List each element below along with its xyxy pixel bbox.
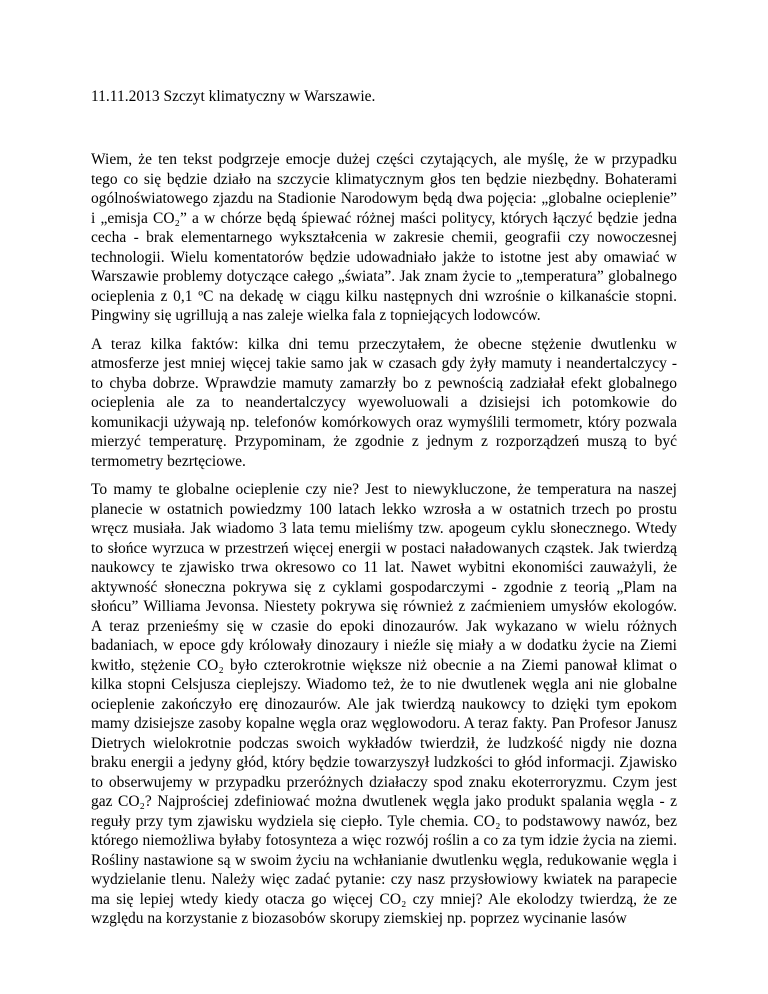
text-line: atmosferze jest mniej więcej takie samo jak w czasach gdy żyły mamuty i neandertalczycy - bbox=[91, 355, 677, 372]
text-line: Rośliny nastawione są w swoim życiu na wchłanianie dwutlenku węgla, redukowanie węgla i bbox=[91, 851, 677, 869]
text-line: reguły przy tym zjawisku wydziela się ciepło. Tyle chemia. CO₂ to podstawowy nawóz, bez bbox=[91, 812, 677, 830]
text-line: wydzielanie tlenu. Należy więc zadać pytanie: czy nasz przysłowiowy kwiatek na parapecie bbox=[91, 871, 677, 888]
text-line: cecha - brak elementarnego wykształcenia w zakresie chemii, geografii czy nowoczesnej bbox=[91, 229, 677, 246]
text-line: ma się lepiej wtedy kiedy otacza go więcej CO₂ czy mniej? Ale ekolodzy twierdzą, że ze bbox=[91, 890, 677, 908]
document-title: 11.11.2013 Szczyt klimatyczny w Warszawie. bbox=[91, 88, 376, 105]
text-line: mamy dzisiejsze zasoby kopalne węgla oraz węglowodoru. A teraz fakty. Pan Profesor Janusz bbox=[91, 715, 677, 732]
text-line: ocieplenie zakończyło erę dinozaurów. Ale jak twierdzą naukowcy to dzięki tym epokom bbox=[91, 695, 677, 713]
text-line: naukowcy te zjawisko trwa okresowo co 11 lat. Nawet wybitni ekonomiści zauważyli, że bbox=[91, 559, 677, 576]
text-line: względu na korzystanie z biozasobów skorupy ziemskiej np. poprzez wycinanie lasów bbox=[91, 910, 627, 927]
text-line: planecie w ostatnich powiedzmy 100 latach lekko wzrosła a w ostatnich trzech po prostu bbox=[91, 500, 677, 518]
text-line: to chyba dobrze. Wprawdzie mamuty zamarzły bo z pewnością zadziałał efekt globalnego bbox=[91, 374, 677, 392]
text-line: aktywność słoneczna pokrywa się z cyklami gospodarczymi - zgodnie z teorią „Plam na bbox=[91, 578, 677, 596]
text-line: wręcz musiała. Jak wiadomo 3 lata temu mieliśmy tzw. apogeum cyklu słonecznego. Wtedy bbox=[91, 520, 677, 537]
text-line: badaniach, w epoce gdy królowały dinozaury i nieźle się miały a w dodatku życie na Ziemi bbox=[91, 637, 677, 654]
text-line: komunikacji używają np. telefonów komórkowych oraz wymyślili termometr, który pozwala bbox=[91, 413, 677, 431]
paragraph bbox=[91, 150, 677, 326]
text-line: to obserwujemy w przypadku przeróżnych działaczy spod znaku ekoterroryzmu. Czym jest bbox=[91, 773, 677, 791]
paragraph bbox=[91, 480, 677, 929]
text-line: A teraz kilka faktów: kilka dni temu przeczytałem, że obecne stężenie dwutlenku w bbox=[91, 335, 677, 353]
text-line: braku energii a jedyny głód, który będzie towarzyszył ludzkości to głód informacji. Zjawisko bbox=[91, 754, 677, 771]
text-line: termometry bezrtęciowe. bbox=[91, 452, 246, 470]
text-line: A teraz przenieśmy się w czasie do epoki dinozaurów. Jak wykazano w wielu różnych bbox=[91, 617, 677, 635]
text-line: gaz CO₂? Najprościej zdefiniować można dwutlenek węgla jako produkt spalania węgla - z bbox=[91, 793, 677, 810]
text-line: technologii. Wielu komentatorów będzie udowadniało jakże to istotne jest aby omawiać w bbox=[91, 248, 677, 266]
text-line: Dietrych wielokrotnie podczas swoich wykładów twierdził, że ludzkość nigdy nie dozna bbox=[91, 734, 677, 752]
document-body bbox=[91, 150, 677, 938]
text-line: mierzyć temperaturę. Przypominam, że zgodnie z jednym z rozporządzeń muszą to być bbox=[91, 433, 677, 450]
text-line: kilka stopni Celsjusza cieplejszy. Wiadomo też, że to nie dwutlenek węgla ani nie globalne bbox=[91, 676, 677, 693]
paragraph bbox=[91, 335, 677, 472]
text-line: to słońce wyrzuca w przestrzeń więcej energii w postaci naładowanych cząstek. Jak twierdzą bbox=[91, 539, 677, 557]
text-line: ocieplenia ale za to neandertalczycy wyewoluowali a dzisiejsi ich potomkowie do bbox=[91, 394, 677, 411]
text-line: Pingwiny się ugrillują a nas zaleje wielka fala z topniejących lodowców. bbox=[91, 307, 541, 324]
text-line: i „emisja CO₂” a w chórze będą śpiewać różnej maści politycy, których łączyć będzie jedna bbox=[91, 209, 677, 227]
text-line: tego co się będzie działo na szczycie klimatycznym głos ten będzie niezbędny. Bohaterami bbox=[91, 170, 677, 188]
text-line: ocieplenia z 0,1 ºC na dekadę w ciągu kilku następnych dni wzrośnie o kilkanaście stopni. bbox=[91, 287, 677, 305]
text-line: słońcu” Williama Jevonsa. Niestety pokrywa się również z zaćmieniem umysłów ekologów. bbox=[91, 598, 677, 615]
text-line: którego niemożliwa byłaby fotosynteza a więc rozwój roślin a co za tym idzie życia na ziemi. bbox=[91, 832, 677, 849]
text-line: To mamy te globalne ocieplenie czy nie? Jest to niewykluczone, że temperatura na naszej bbox=[91, 481, 677, 498]
text-line: ogólnoświatowego zjazdu na Stadionie Narodowym będą dwa pojęcia: „globalne ocieplenie” bbox=[91, 190, 677, 207]
text-line: kwitło, stężenie CO₂ było czterokrotnie większe niż obecnie a na Ziemi panował klimat o bbox=[91, 656, 677, 674]
text-line: Wiem, że ten tekst podgrzeje emocje dużej części czytających, ale myślę, że w przypadku bbox=[91, 151, 677, 168]
text-line: Warszawie problemy dotyczące całego „świata”. Jak znam życie to „temperatura” globalnego bbox=[91, 268, 677, 285]
